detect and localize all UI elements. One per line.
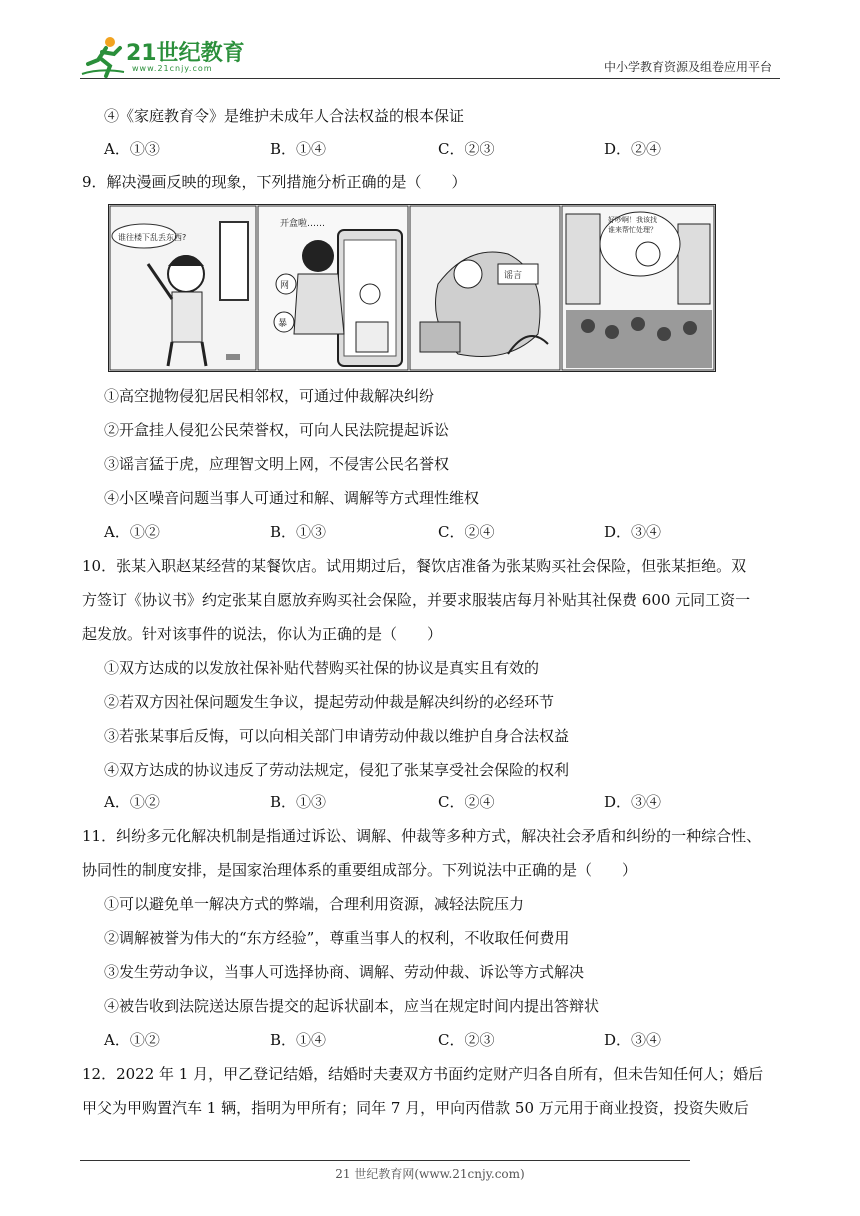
comic-panel-litter <box>110 206 256 370</box>
q9-option-b[interactable]: B．①③ <box>270 523 327 541</box>
q10-option-b[interactable]: B．①③ <box>270 793 327 811</box>
site-logo[interactable] <box>80 34 250 80</box>
q8-item-4: ④《家庭教育令》是维护未成年人合法权益的根本保证 <box>104 107 465 125</box>
q10-stem-line-2: 方签订《协议书》约定张某自愿放弃购买社会保险，并要求服装店每月补贴其社保费 600 元同工资一 <box>82 591 751 609</box>
q12-stem-line-1: 12．2022 年 1 月，甲乙登记结婚，结婚时夫妻双方书面约定财产归各自所有，但未告知任何人；婚后 <box>82 1065 764 1083</box>
logo-url: www.21cnjy.com <box>132 64 213 73</box>
q9-option-d[interactable]: D．③④ <box>604 523 662 541</box>
q11-item-2: ②调解被誉为伟大的“东方经验”，尊重当事人的权利，不收取任何费用 <box>104 929 570 947</box>
svg-text:谁来帮忙处理？: 谁来帮忙处理？ <box>608 226 657 234</box>
q11-item-4: ④被告收到法院送达原告提交的起诉状副本，应当在规定时间内提出答辩状 <box>104 997 600 1015</box>
q11-option-a[interactable]: A．①② <box>104 1031 160 1049</box>
q9-item-3: ③谣言猛于虎，应理智文明上网，不侵害公民名誉权 <box>104 455 450 473</box>
page-header <box>0 0 860 84</box>
q11-item-1: ①可以避免单一解决方式的弊端，合理利用资源，减轻法院压力 <box>104 895 525 913</box>
svg-text:好吵啊！我该找: 好吵啊！我该找 <box>608 216 657 224</box>
q10-item-1: ①双方达成的以发放社保补贴代替购买社保的协议是真实且有效的 <box>104 659 540 677</box>
comic-panel-rumor <box>410 206 560 370</box>
q11-stem-line-2: 协同性的制度安排，是国家治理体系的重要组成部分。下列说法中正确的是（ ） <box>82 861 638 879</box>
comic-text-litter: 谁往楼下乱丢东西? <box>118 233 187 242</box>
page-footer[interactable]: 21 世纪教育网(www.21cnjy.com) <box>335 1167 525 1181</box>
q9-option-a[interactable]: A．①② <box>104 523 160 541</box>
q10-stem-line-1: 10．张某入职赵某经营的某餐饮店。试用期过后，餐饮店准备为张某购买社会保险，但张某拒绝。双 <box>82 557 747 575</box>
comic-panel-doxxing <box>258 206 408 370</box>
q9-item-2: ②开盒挂人侵犯公民荣誉权，可向人民法院提起诉讼 <box>104 421 450 439</box>
q11-stem-line-1: 11．纠纷多元化解决机制是指通过诉讼、调解、仲裁等多种方式，解决社会矛盾和纠纷的一种综合性、 <box>82 827 762 845</box>
q10-option-a[interactable]: A．①② <box>104 793 160 811</box>
q8-option-b[interactable]: B．①④ <box>270 140 327 158</box>
comic-text-net: 网 <box>280 281 290 291</box>
comic-text-unbox: 开盒啦…… <box>280 219 326 229</box>
runner-logo-icon <box>80 34 126 78</box>
q12-stem-line-2: 甲父为甲购置汽车 1 辆，指明为甲所有；同年 7 月，甲向丙借款 50 万元用于商业投资，投资失败后 <box>82 1099 749 1117</box>
q9-item-4: ④小区噪音问题当事人可通过和解、调解等方式理性维权 <box>104 489 480 507</box>
q11-option-d[interactable]: D．③④ <box>604 1031 662 1049</box>
q10-stem-line-3: 起发放。针对该事件的说法，你认为正确的是（ ） <box>82 625 443 643</box>
q9-stem: 9．解决漫画反映的现象，下列措施分析正确的是（ ） <box>82 173 467 191</box>
q11-option-b[interactable]: B．①④ <box>270 1031 327 1049</box>
comic-text-rumor: 谣言 <box>504 271 523 281</box>
q10-item-3: ③若张某事后反悔，可以向相关部门申请劳动仲裁以维护自身合法权益 <box>104 727 570 745</box>
q9-comic-image <box>108 204 716 372</box>
q8-option-d[interactable]: D．②④ <box>604 140 662 158</box>
q11-option-c[interactable]: C．②③ <box>438 1031 495 1049</box>
q10-item-4: ④双方达成的协议违反了劳动法规定，侵犯了张某享受社会保险的权利 <box>104 761 570 779</box>
header-divider <box>80 78 780 79</box>
q8-option-c[interactable]: C．②③ <box>438 140 495 158</box>
q10-item-2: ②若双方因社保问题发生争议，提起劳动仲裁是解决纠纷的必经环节 <box>104 693 555 711</box>
comic-panel-noise <box>562 206 714 370</box>
footer-divider <box>80 1160 690 1161</box>
q9-item-1: ①高空抛物侵犯居民相邻权，可通过仲裁解决纠纷 <box>104 387 435 405</box>
logo-text: 21世纪教育 <box>126 41 245 66</box>
q9-option-c[interactable]: C．②④ <box>438 523 495 541</box>
q8-option-a[interactable]: A．①③ <box>104 140 160 158</box>
comic-text-violence: 暴 <box>278 319 288 329</box>
q10-option-c[interactable]: C．②④ <box>438 793 495 811</box>
q10-option-d[interactable]: D．③④ <box>604 793 662 811</box>
platform-title: 中小学教育资源及组卷应用平台 <box>603 60 772 74</box>
q11-item-3: ③发生劳动争议，当事人可选择协商、调解、劳动仲裁、诉讼等方式解决 <box>104 963 585 981</box>
